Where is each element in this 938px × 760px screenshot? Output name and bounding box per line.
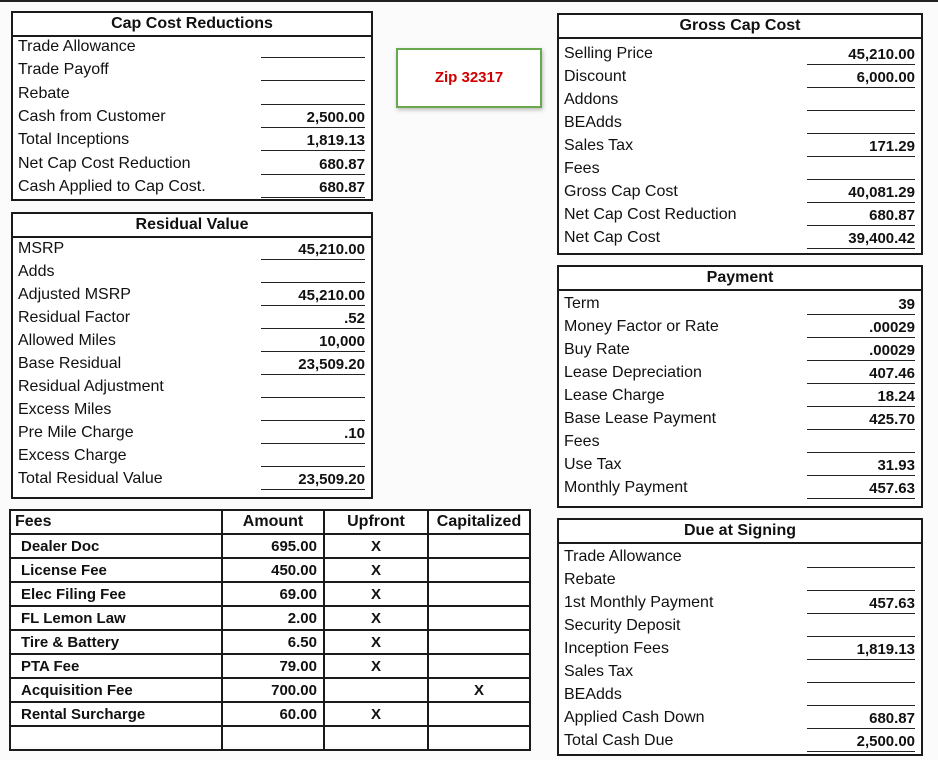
- fee-amount: 79.00: [222, 654, 324, 678]
- row-label: Lease Charge: [564, 387, 665, 404]
- row-label: Residual Adjustment: [18, 378, 164, 395]
- row-sales-tax: [559, 661, 921, 684]
- zip-callout: Zip 32317: [396, 48, 542, 108]
- fee-amount: 60.00: [222, 702, 324, 726]
- row-label: Rebate: [564, 571, 616, 588]
- row-value: [261, 401, 365, 421]
- row-gross-cap-cost: [559, 181, 921, 204]
- row-buy-rate: [559, 339, 921, 362]
- fee-amount: 6.50: [222, 630, 324, 654]
- row-use-tax: [559, 454, 921, 477]
- row-label: Buy Rate: [564, 341, 630, 358]
- row-label: Adds: [18, 263, 55, 280]
- row-label: Base Lease Payment: [564, 410, 717, 427]
- fee-name: Rental Surcharge: [10, 702, 222, 726]
- row-beadds: [559, 684, 921, 707]
- row-trade-allowance: [13, 36, 371, 59]
- row-residual-adjustment: [13, 376, 371, 399]
- row-label: Total Inceptions: [18, 131, 130, 149]
- row-value: [261, 447, 365, 467]
- row-value: 45,210.00: [807, 45, 915, 65]
- row-value: [261, 85, 365, 105]
- row-label: Net Cap Cost Reduction: [564, 206, 737, 223]
- row-label: Allowed Miles: [18, 332, 116, 349]
- row-value: .52: [261, 309, 365, 329]
- amount-header: Amount: [222, 510, 324, 534]
- row-base-residual: [13, 353, 371, 376]
- row-rebate: [559, 569, 921, 592]
- row-applied-cash-down: [559, 707, 921, 730]
- row-value: 6,000.00: [807, 68, 915, 88]
- row-value: [807, 617, 915, 637]
- cap-cost-reductions-section: [11, 11, 373, 201]
- row-residual-factor: [13, 307, 371, 330]
- row-allowed-miles: [13, 330, 371, 353]
- row-label: BEAdds: [564, 114, 622, 131]
- row-value: .00029: [807, 341, 915, 361]
- row-label: Rebate: [18, 84, 70, 102]
- row-term: [559, 293, 921, 316]
- fee-upfront-mark: [324, 678, 428, 702]
- row-value: [261, 263, 365, 283]
- row-label: Sales Tax: [564, 663, 634, 680]
- fee-upfront-mark: X: [324, 630, 428, 654]
- fee-capitalized-mark: [428, 558, 530, 582]
- row-label: Cash from Customer: [18, 107, 166, 125]
- row-msrp: [13, 238, 371, 261]
- row-excess-miles: [13, 399, 371, 422]
- row-label: MSRP: [18, 240, 65, 257]
- fee-row: [10, 630, 530, 654]
- row-discount: [559, 66, 921, 89]
- row-inception-fees: [559, 638, 921, 661]
- row-trade-allowance: [559, 546, 921, 569]
- residual-value-section: [11, 212, 373, 499]
- fee-amount: 700.00: [222, 678, 324, 702]
- fee-capitalized-mark: [428, 606, 530, 630]
- row-value: [261, 378, 365, 398]
- row-label: Gross Cap Cost: [564, 183, 678, 200]
- fee-capitalized-mark: [428, 582, 530, 606]
- fee-name: [10, 726, 222, 750]
- fee-capitalized-mark: [428, 702, 530, 726]
- fee-capitalized-mark: [428, 654, 530, 678]
- fee-row: [10, 726, 530, 750]
- row-value: 45,210.00: [261, 286, 365, 306]
- payment-section: [557, 265, 923, 508]
- row-total-inceptions: [13, 129, 371, 152]
- fee-upfront-mark: X: [324, 654, 428, 678]
- fees-header: Fees: [10, 510, 222, 534]
- row-adds: [13, 261, 371, 284]
- row-pre-mile-charge: [13, 422, 371, 445]
- row-value: 39,400.42: [807, 229, 915, 249]
- fee-name: Elec Filing Fee: [10, 582, 222, 606]
- row-value: 680.87: [807, 709, 915, 729]
- row-value: [261, 61, 365, 81]
- row-value: .10: [261, 424, 365, 444]
- row-value: 680.87: [261, 178, 365, 198]
- row-label: Adjusted MSRP: [18, 286, 131, 303]
- fee-name: PTA Fee: [10, 654, 222, 678]
- row-excess-charge: [13, 445, 371, 468]
- row-label: Net Cap Cost Reduction: [18, 154, 191, 172]
- due-at-signing-section: [557, 518, 923, 756]
- row-lease-depreciation: [559, 362, 921, 385]
- payment-title: Payment: [559, 267, 921, 291]
- fee-name: Dealer Doc: [10, 534, 222, 558]
- row-security-deposit: [559, 615, 921, 638]
- row-fees: [559, 431, 921, 454]
- gross-cap-cost-section: [557, 13, 923, 255]
- row-net-cap-cost-reduction: [559, 204, 921, 227]
- fee-row: [10, 678, 530, 702]
- row-monthly-payment: [559, 477, 921, 500]
- fee-amount: 450.00: [222, 558, 324, 582]
- fee-amount: [222, 726, 324, 750]
- row-value: 18.24: [807, 387, 915, 407]
- row-lease-charge: [559, 385, 921, 408]
- row-value: 2,500.00: [807, 732, 915, 752]
- row-value: [807, 433, 915, 453]
- fee-row: [10, 702, 530, 726]
- row-label: Lease Depreciation: [564, 364, 702, 381]
- row-value: 23,509.20: [261, 355, 365, 375]
- fee-amount: 69.00: [222, 582, 324, 606]
- row-label: Total Cash Due: [564, 732, 674, 749]
- row-value: 407.46: [807, 364, 915, 384]
- row-label: Excess Charge: [18, 447, 127, 464]
- row-base-lease-payment: [559, 408, 921, 431]
- fee-capitalized-mark: X: [428, 678, 530, 702]
- row-value: 457.63: [807, 479, 915, 499]
- upfront-header: Upfront: [324, 510, 428, 534]
- fee-upfront-mark: X: [324, 702, 428, 726]
- residual-value-title: Residual Value: [13, 214, 371, 238]
- row-value: 31.93: [807, 456, 915, 476]
- page-top-rule: [0, 0, 938, 2]
- row-value: 39: [807, 295, 915, 315]
- row-money-factor-or-rate: [559, 316, 921, 339]
- fee-name: Acquisition Fee: [10, 678, 222, 702]
- row-label: Selling Price: [564, 45, 653, 62]
- row-sales-tax: [559, 135, 921, 158]
- row-value: 1,819.13: [261, 131, 365, 151]
- fee-row: [10, 582, 530, 606]
- row-label: Residual Factor: [18, 309, 131, 326]
- row-value: 45,210.00: [261, 240, 365, 260]
- row-cash-applied-to-cap-cost: [13, 176, 371, 199]
- row-value: [807, 686, 915, 706]
- row-addons: [559, 89, 921, 112]
- fees-table: [9, 509, 529, 746]
- row-label: Cash Applied to Cap Cost.: [18, 177, 206, 195]
- row-net-cap-cost: [559, 227, 921, 250]
- row-trade-payoff: [13, 59, 371, 82]
- row-value: 680.87: [261, 155, 365, 175]
- row-label: Monthly Payment: [564, 479, 688, 496]
- row-label: Money Factor or Rate: [564, 318, 719, 335]
- fee-capitalized-mark: [428, 630, 530, 654]
- row-adjusted-msrp: [13, 284, 371, 307]
- row-cash-from-customer: [13, 106, 371, 129]
- row-value: 23,509.20: [261, 470, 365, 490]
- row-value: [807, 160, 915, 180]
- due-at-signing-title: Due at Signing: [559, 520, 921, 544]
- row-label: Net Cap Cost: [564, 229, 661, 246]
- row-label: Applied Cash Down: [564, 709, 705, 726]
- capitalized-header: Capitalized: [428, 510, 530, 534]
- row-value: 680.87: [807, 206, 915, 226]
- row-label: Excess Miles: [18, 401, 112, 418]
- fee-upfront-mark: X: [324, 582, 428, 606]
- row-value: [807, 571, 915, 591]
- row-selling-price: [559, 43, 921, 66]
- row-value: 1,819.13: [807, 640, 915, 660]
- fee-name: Tire & Battery: [10, 630, 222, 654]
- row-value: 40,081.29: [807, 183, 915, 203]
- row-value: [807, 91, 915, 111]
- row-label: Addons: [564, 91, 619, 108]
- row-value: .00029: [807, 318, 915, 338]
- fee-name: FL Lemon Law: [10, 606, 222, 630]
- fee-amount: 695.00: [222, 534, 324, 558]
- row-label: 1st Monthly Payment: [564, 594, 714, 611]
- row-label: Fees: [564, 160, 600, 177]
- row-label: Discount: [564, 68, 627, 85]
- fee-capitalized-mark: [428, 534, 530, 558]
- row-label: Base Residual: [18, 355, 122, 372]
- row-fees: [559, 158, 921, 181]
- fee-upfront-mark: X: [324, 534, 428, 558]
- row-label: Trade Payoff: [18, 61, 109, 79]
- row-1st-monthly-payment: [559, 592, 921, 615]
- row-total-residual-value: [13, 468, 371, 491]
- row-label: Inception Fees: [564, 640, 669, 657]
- row-value: 2,500.00: [261, 108, 365, 128]
- row-net-cap-cost-reduction: [13, 153, 371, 176]
- fee-upfront-mark: X: [324, 606, 428, 630]
- row-value: 425.70: [807, 410, 915, 430]
- fee-upfront-mark: X: [324, 558, 428, 582]
- row-beadds: [559, 112, 921, 135]
- row-label: Use Tax: [564, 456, 622, 473]
- row-label: Fees: [564, 433, 600, 450]
- row-label: Trade Allowance: [564, 548, 682, 565]
- gross-cap-cost-title: Gross Cap Cost: [559, 15, 921, 39]
- fee-row: [10, 534, 530, 558]
- row-value: [807, 663, 915, 683]
- row-value: [807, 114, 915, 134]
- fee-row: [10, 558, 530, 582]
- row-label: Pre Mile Charge: [18, 424, 134, 441]
- row-label: BEAdds: [564, 686, 622, 703]
- row-value: 457.63: [807, 594, 915, 614]
- row-value: 171.29: [807, 137, 915, 157]
- row-value: [807, 548, 915, 568]
- row-label: Sales Tax: [564, 137, 634, 154]
- fee-name: License Fee: [10, 558, 222, 582]
- row-label: Total Residual Value: [18, 470, 163, 487]
- row-label: Trade Allowance: [18, 38, 136, 55]
- row-label: Security Deposit: [564, 617, 681, 634]
- row-label: Term: [564, 295, 600, 312]
- fee-upfront-mark: [324, 726, 428, 750]
- cap-cost-reductions-title: Cap Cost Reductions: [13, 13, 371, 37]
- fees-table-header: [10, 510, 530, 534]
- row-total-cash-due: [559, 730, 921, 753]
- fee-amount: 2.00: [222, 606, 324, 630]
- fee-capitalized-mark: [428, 726, 530, 750]
- row-value: [261, 38, 365, 58]
- row-value: 10,000: [261, 332, 365, 352]
- row-rebate: [13, 83, 371, 106]
- fee-row: [10, 606, 530, 630]
- fee-row: [10, 654, 530, 678]
